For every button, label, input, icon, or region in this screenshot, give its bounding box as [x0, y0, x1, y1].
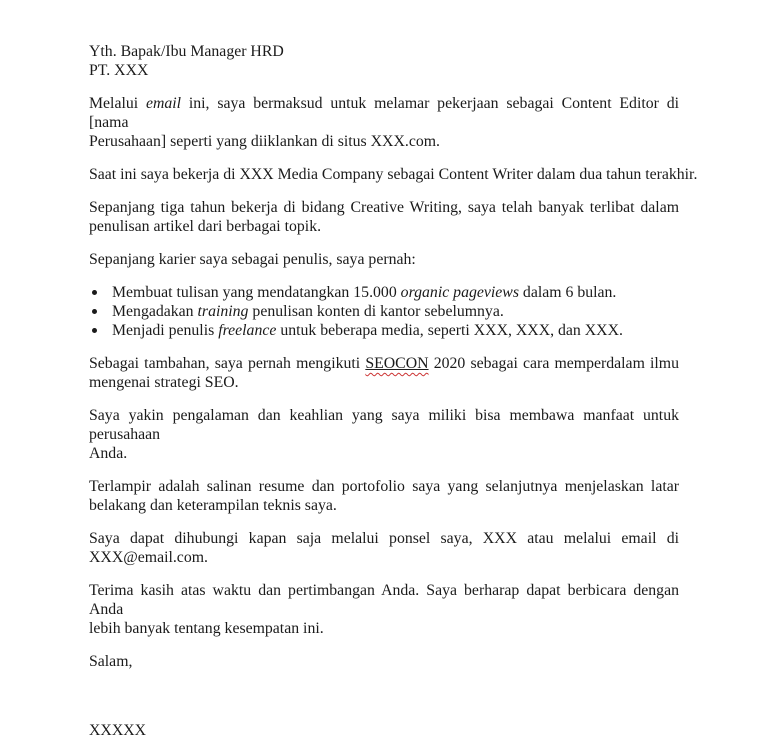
paragraph-attachment	[89, 477, 679, 515]
spellcheck-squiggle: SEOCON	[365, 355, 429, 372]
paragraph-confidence	[89, 406, 679, 463]
text-run: 2020 sebagai cara memperdalam ilmu	[428, 355, 679, 372]
text-run: Menjadi penulis	[112, 322, 219, 339]
paragraph-intro	[89, 94, 679, 151]
italic-term-organic-pageviews: organic pageviews	[400, 284, 519, 301]
paragraph-contact	[89, 529, 679, 567]
list-item-pageviews	[89, 283, 679, 302]
text-run: ini, saya bermaksud untuk melamar pekerjaan sebagai Content Editor di [nama	[89, 95, 679, 131]
text-run: dalam 6 bulan.	[518, 284, 617, 301]
text-run: penulisan konten di kantor sebelumnya.	[248, 303, 504, 320]
signature-name	[89, 721, 679, 740]
text-run: untuk beberapa media, seperti XXX, XXX, dan XXX.	[276, 322, 623, 339]
text-line: Perusahaan] seperti yang diiklankan di situs XXX.com.	[89, 133, 440, 150]
text-line: Anda.	[89, 445, 128, 462]
paragraph-background	[89, 198, 679, 236]
paragraph-seocon	[89, 354, 679, 392]
list-item-training	[89, 302, 679, 321]
list-item-freelance	[89, 321, 679, 340]
text-line: lebih banyak tentang kesempatan ini.	[89, 620, 324, 637]
recipient-block	[89, 42, 679, 80]
text-line: XXX@email.com.	[89, 549, 208, 566]
recipient-line-1: Yth. Bapak/Ibu Manager HRD	[89, 43, 284, 60]
underlined-term-seocon	[365, 355, 428, 372]
italic-term-freelance: freelance	[218, 322, 277, 339]
text-line: Terima kasih atas waktu dan pertimbangan Anda. Saya berharap dapat berbicara dengan Anda	[89, 582, 679, 618]
text-line	[89, 354, 679, 373]
text-line	[89, 94, 679, 132]
text-line: penulisan artikel dari berbagai topik.	[89, 218, 322, 235]
italic-term-email: email	[145, 95, 182, 112]
text-line: Sepanjang karier saya sebagai penulis, saya pernah:	[89, 251, 416, 268]
paragraph-career-lead	[89, 250, 679, 269]
text-line: XXXXX	[89, 722, 147, 739]
text-run: Membuat tulisan yang mendatangkan 15.000	[112, 284, 401, 301]
text-line: Saya yakin pengalaman dan keahlian yang saya miliki bisa membawa manfaat untuk perusahaan	[89, 407, 679, 443]
text-run: Mengadakan	[112, 303, 198, 320]
text-line: Saat ini saya bekerja di XXX Media Company sebagai Content Writer dalam dua tahun terakhir.	[89, 166, 698, 183]
text-run: Sebagai tambahan, saya pernah mengikuti	[89, 355, 366, 372]
text-line: Terlampir adalah salinan resume dan portofolio saya yang selanjutnya menjelaskan latar	[89, 478, 679, 495]
italic-term-training: training	[197, 303, 249, 320]
text-line: Salam,	[89, 653, 133, 670]
closing-salutation	[89, 652, 679, 671]
text-line: Sepanjang tiga tahun bekerja di bidang Creative Writing, saya telah banyak terlibat dalam	[89, 199, 679, 216]
paragraph-thanks	[89, 581, 679, 638]
text-line: Saya dapat dihubungi kapan saja melalui ponsel saya, XXX atau melalui email di	[89, 530, 679, 547]
text-run: Melalui	[89, 95, 146, 112]
recipient-line-2: PT. XXX	[89, 62, 149, 79]
text-line: mengenai strategi SEO.	[89, 374, 239, 391]
paragraph-current-job	[89, 165, 698, 184]
experience-list	[89, 283, 679, 340]
text-line: belakang dan keterampilan teknis saya.	[89, 497, 337, 514]
